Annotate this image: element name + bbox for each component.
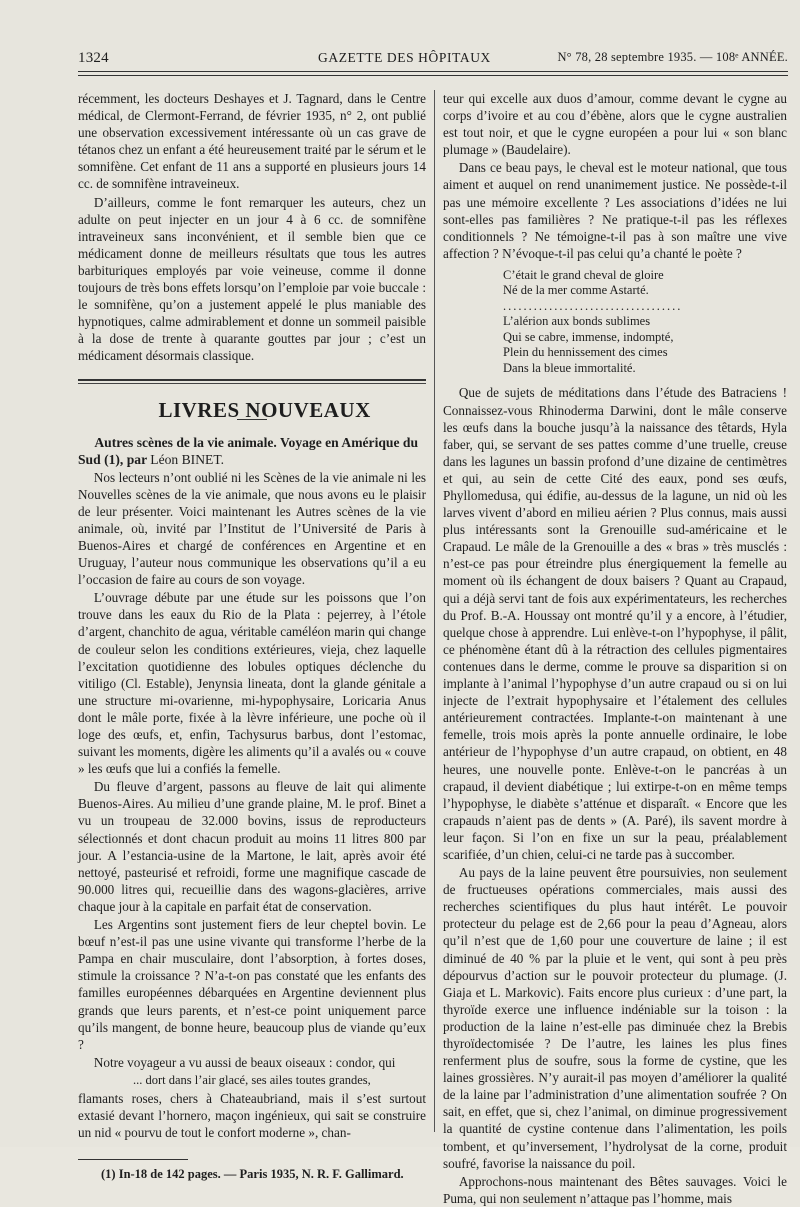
paragraph: récemment, les docteurs Deshayes et J. Tagnard, dans le Centre médical, de Clermont-Ferrand, de février 1935, n° 2, ont publié une observation excessivement intéressante où un cas grave de tétanos chez un enfant a été heureusement traité par le sérum et le somnifène. Cet enfant de 11 ans a supporté en plusieurs jours 14 cc. de somnifène intraveineux. [78, 91, 426, 192]
paragraph: Du fleuve d’argent, passons au fleuve de lait qui alimente Buenos-Aires. Au milieu d’une grande plaine, M. le prof. Binet a vu un troupeau de 32.000 bovins, issus de reproducteurs sélectionnés et dont chacun produit au moins 11 litres 800 par jour. A l’estancia-usine de la Martone, le lait, après avoir été nettoyé, pasteurisé et refroidi, forme une magnifique cascade de 90.000 litres qui, recueillie dans des wagons-glacières, arrive chaque jour à la capitale en parfait état de conservation. [78, 779, 426, 914]
left-column [78, 90, 426, 1183]
paragraph: Les Argentins sont justement fiers de leur cheptel bovin. Le bœuf n’est-il pas une usine vivante qui transforme l’herbe de la Pampa en chair musculaire, dont l’absorption, à fortes doses, stimule la croissance ? N’a-t-on pas constaté que les enfants des familles européennes débarquées en Argentine deviennent plus grands que leurs parents, et n’est-ce point uniquement parce qu’ils mangent, de bonne heure, beaucoup plus de viande qu’eux ? [78, 917, 426, 1052]
paragraph: Que de sujets de méditations dans l’étude des Batraciens ! Connaissez-vous Rhinoderma Darwini, dont le mâle conserve les œufs dans la bouche jusqu’à la naissance des têtards, Hyla faber, qui, se servant de ses pattes comme d’une truelle, creuse dans les lagunes un bassin profond d’une dizaine de centimètres et qui, au sein de cette Cité des eaux, pond ses œufs, Phyllomedusa, qui édifie, au-dessus de la lagune, un nid où les larves vivent d’abord en milieu aérien ? Plus connus, mais aussi plus intéressants sont la Grenouille sud-américaine et le Crapaud. Le mâle de la Grenouille a des « bras » très musclés : n’est-ce pas pour étreindre plus énergiquement la femelle au moment où ils échangent de doux baisers ? Quant au Crapaud, qui a déjà servi tant de fois aux expérimentateurs, les recherches du Prof. B.-A. Houssay ont montré qu’il y a encore, à l’étudier, quelque chose à apprendre. Lui enlève-t-on l’hypophyse, il pâlit, ce phénomène étant dû à la rétraction des cellules pigmentaires contenues dans le derme, comme le prouve sa disparition si on implante à l’animal l’hypophyse d’un autre crapaud ou si on lui injecte de l’extrait hypophysaire et l’étalement des cellules antérieurement contractées. Implante-t-on maintenant à une femelle, trois mois après la ponte annuelle ordinaire, le lobe antérieur de l’hypophyse d’un autre crapaud, on obtient, en 48 heures, une nouvelle ponte. Enlève-t-on le pancréas à un crapaud, il devient diabétique ; lui extirpe-t-on en même temps l’hypophyse, le diabète s’atténue et disparaît. « Encore que les crapauds n’aient pas de dents » (A. Paré), ils savent mordre à leur façon. Si l’on en fixe un sur la peau, préalablement scarifiée, d’un chien, celui-ci ne tarde pas à succomber. [443, 385, 787, 862]
paragraph: flamants roses, chers à Chateaubriand, mais il s’est surtout extasié devant l’hornero, maçon ingénieux, qui sait se construire un nid « pourvu de tout le confort moderne », chan- [78, 1090, 426, 1141]
paragraph: Au pays de la laine peuvent être poursuivies, non seulement de fructueuses opérations commerciales, mais aussi des recherches scientifiques du plus haut intérêt. Le pouvoir protecteur du pelage est de 2,66 pour la peau d’Agneau, alors qu’il n’est que de 1,60 pour une couverture de laine ; il est diminué de 40 % par la pluie et le vent, qui sont à peu près dépourvus d’action sur le pouvoir protecteur du plumage. (J. Giaja et L. Markovic). Faits encore plus curieux : d’une part, la thyroïde exerce une influence indéniable sur la toison : la production de la laine n’est-elle pas diminuée chez la Brebis thyroïdectomisée ? De l’autre, les laines les plus fines renferment plus de soufre, sous la forme de cystine, que les laines grossières. N’y aurait-il pas moyen d’améliorer la qualité de la laine par l’administration d’une alimentation soufrée ? On sait, en effet, que si, chez l’animal, on diminue progressivement la quantité de cystine contenue dans l’alimentation, les poils tombent, et qu’inversement, l’hydrolysat de la corne, produit soufré, favorise la naissance du poil. [443, 865, 787, 1171]
header-rule [78, 71, 788, 72]
review-title [78, 434, 426, 468]
poem-line: Né de la mer comme Astarté. [503, 283, 649, 298]
poem-line: Dans la bleue immortalité. [503, 360, 636, 375]
paragraph: teur qui excelle aux duos d’amour, comme devant le cygne au corps d’ivoire et au cou d’ébène, alors que le cygne australien est tout noir, et que le cygne européen a pour lui « son blanc plumage » (Baudelaire). [443, 91, 787, 158]
section-rule-thin [78, 383, 426, 384]
column-divider [434, 90, 435, 1132]
page-number: 1324 [78, 50, 109, 66]
paragraph: Notre voyageur a vu aussi de beaux oiseaux : condor, qui [93, 1054, 396, 1070]
poem-line: Plein du hennissement des cimes [503, 345, 668, 360]
poem-line: Qui se cabre, immense, indompté, [503, 329, 674, 344]
paragraph: L’ouvrage débute par une étude sur les poissons que l’on trouve dans les eaux du Rio de la Plata : pejerrey, à l’étole d’argent, chanchito de agua, véritable caméléon marin qui change de couleur selon les conditions extérieures, vieja, chez laquelle l’excitation quotidienne des lobules optiques déclenche du vitiligo (Cl. Estable), Jenynsia lineata, dont la glande génitale a une structure mi-ovarienne, mi-hypophysaire, Loricaria Anus dont le mâle porte, fixée à la lèvre inférieure, une poche où il loge des œufs, et, enfin, Tachysurus barbus, dont l’estomac, suivant les moments, digère les aliments qu’il a avalés ou « couve » les œufs que lui a confiés la femelle. [78, 590, 426, 777]
section-title: LIVRES NOUVEAUX [158, 397, 371, 422]
footnote-rule [78, 1159, 188, 1160]
paragraph: Nos lecteurs n’ont oublié ni les Scènes de la vie animale ni les Nouvelles scènes de la vie animale, que nous avons eu le plaisir de leur présenter. Voici maintenant les Autres scènes de la vie animale, où, invité par l’Institut de l’Université de Paris à Buenos-Aires et chargé de conférences en Argentine et en Uruguay, l’auteur nous communique les observations qu’il a eu l’occasion de faire au cours de son voyage. [78, 469, 426, 588]
poem-line: L’alérion aux bonds sublimes [503, 314, 651, 329]
poem-ellipsis: ................................... [503, 298, 683, 313]
paragraph: Dans ce beau pays, le cheval est le moteur national, que tous aiment et auquel on rend unanimement justice. Ne possède-t-il pas une mémoire excellente ? Les associations d’idées ne lui sont-elles pas familières ? Ne pratique-t-il pas les réflexes conditionnels ? Ne témoigne-t-il pas à son maître une vive affection ? N’évoque-t-il pas celui qu’a chanté le poète ? [443, 160, 787, 261]
section-rule [78, 379, 426, 381]
paragraph: Approchons-nous maintenant des Bêtes sauvages. Voici le Puma, qui non seulement n’attaque pas l’homme, mais [443, 1173, 787, 1206]
footnote: (1) In-18 de 142 pages. — Paris 1935, N. R. F. Gallimard. [101, 1167, 404, 1182]
right-column [443, 90, 787, 1207]
poem-line: C’était le grand cheval de gloire [503, 267, 664, 282]
review-title-text: Autres scènes de la vie animale. Voyage en Amérique du Sud (1), par [78, 434, 419, 467]
journal-title: GAZETTE DES HÔPITAUX [318, 50, 491, 65]
review-author: Léon BINET. [150, 451, 225, 467]
verse-quote: ... dort dans l’air glacé, ses ailes toutes grandes, [133, 1072, 371, 1087]
paragraph: D’ailleurs, comme le font remarquer les auteurs, chez un adulte on peut injecter en un jour 4 à 6 cc. de somnifène intraveineux sans inconvénient, et il semble bien que ce médicament donne de meilleurs résultats que tous les autres barbituriques employés par voie veineuse, comme il donne toujours de très bons effets lorsqu’on l’emploie par voie buccale : le somnifène, qu’on a justement appelé le plus maniable des hypnotiques, calme admirablement et donne un sommeil paisible à la dose de trente à quarante gouttes par jour ; c’est un médicament désormais classique. [78, 194, 426, 364]
header-rule-thin [78, 75, 788, 76]
page-header [78, 48, 788, 70]
issue-info: N° 78, 28 septembre 1935. — 108ᵉ ANNÉE. [557, 50, 788, 64]
poem [443, 268, 787, 377]
